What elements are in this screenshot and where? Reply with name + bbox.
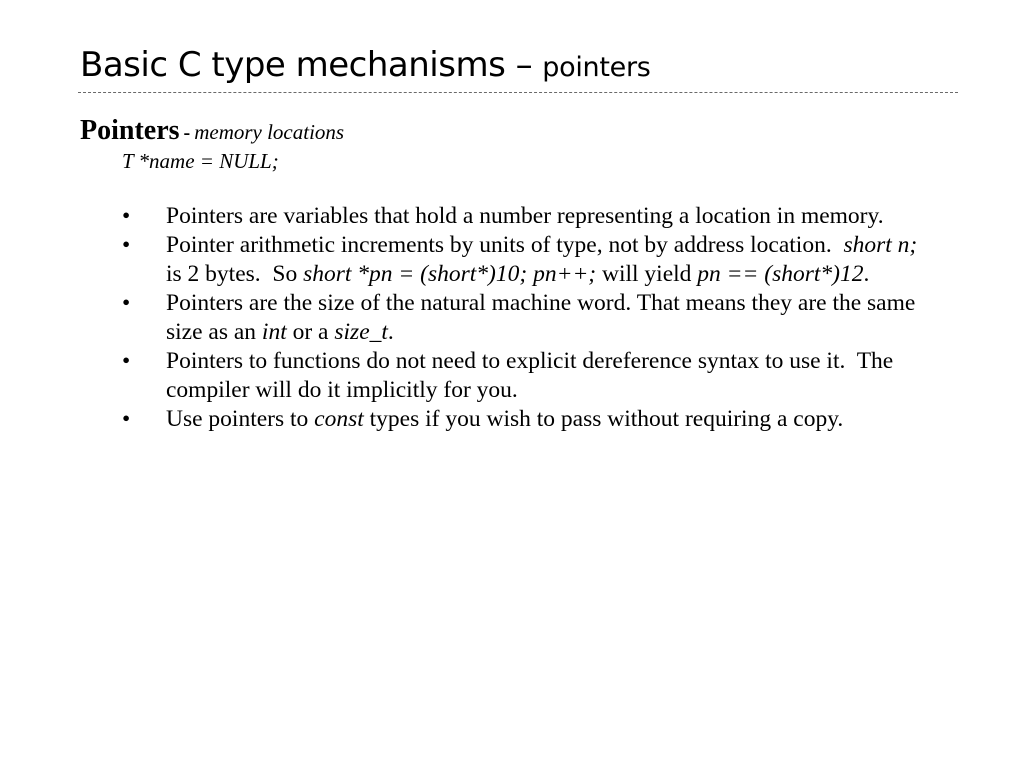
bullet-item — [110, 405, 940, 434]
bullet-text: . — [863, 261, 870, 287]
code-snippet: short *pn = (short*)10; pn++; — [303, 261, 597, 287]
bullet-item — [110, 202, 940, 231]
section-heading-label: Pointers — [80, 115, 180, 146]
bullet-icon: • — [122, 232, 131, 258]
section-heading-dash: - — [183, 122, 191, 144]
bullet-text: types if you wish to pass without requiring a copy. — [363, 406, 844, 432]
code-snippet: short n; — [843, 232, 918, 258]
code-snippet: int — [261, 319, 287, 345]
slide-title-main: Basic C type mechanisms – — [80, 45, 533, 85]
code-snippet: size_t — [334, 319, 388, 345]
bullet-text: Pointer arithmetic increments by units of type, not by address location. — [166, 232, 844, 258]
title-divider — [78, 92, 958, 93]
bullet-text: Use pointers to — [166, 406, 315, 432]
section-subheading: memory locations — [194, 120, 345, 144]
code-snippet: const — [314, 406, 364, 432]
code-snippet: pn == (short*)12 — [697, 261, 864, 287]
bullet-icon: • — [122, 348, 131, 374]
slide-title — [80, 45, 651, 85]
bullet-item — [110, 231, 940, 289]
bullet-text: . — [387, 319, 394, 345]
bullet-item — [110, 347, 940, 405]
bullet-text: is 2 bytes. So — [166, 232, 924, 287]
section-heading — [80, 114, 344, 148]
bullet-text: or a — [286, 319, 335, 345]
bullet-list — [110, 202, 940, 434]
bullet-text: Pointers are variables that hold a number representing a location in memory. — [166, 203, 884, 229]
bullet-item — [110, 289, 940, 347]
bullet-text: will yield — [596, 261, 698, 287]
bullet-icon: • — [122, 203, 131, 229]
bullet-icon: • — [122, 406, 131, 432]
bullet-icon: • — [122, 290, 131, 316]
bullet-text: Pointers are the size of the natural machine word. That means they are the same size as an — [166, 290, 916, 345]
syntax-example: T *name = NULL; — [122, 149, 279, 173]
slide-title-sub: pointers — [542, 52, 651, 83]
bullet-text: Pointers to functions do not need to explicit dereference syntax to use it. The compiler will do it implicitly for you. — [166, 348, 894, 403]
